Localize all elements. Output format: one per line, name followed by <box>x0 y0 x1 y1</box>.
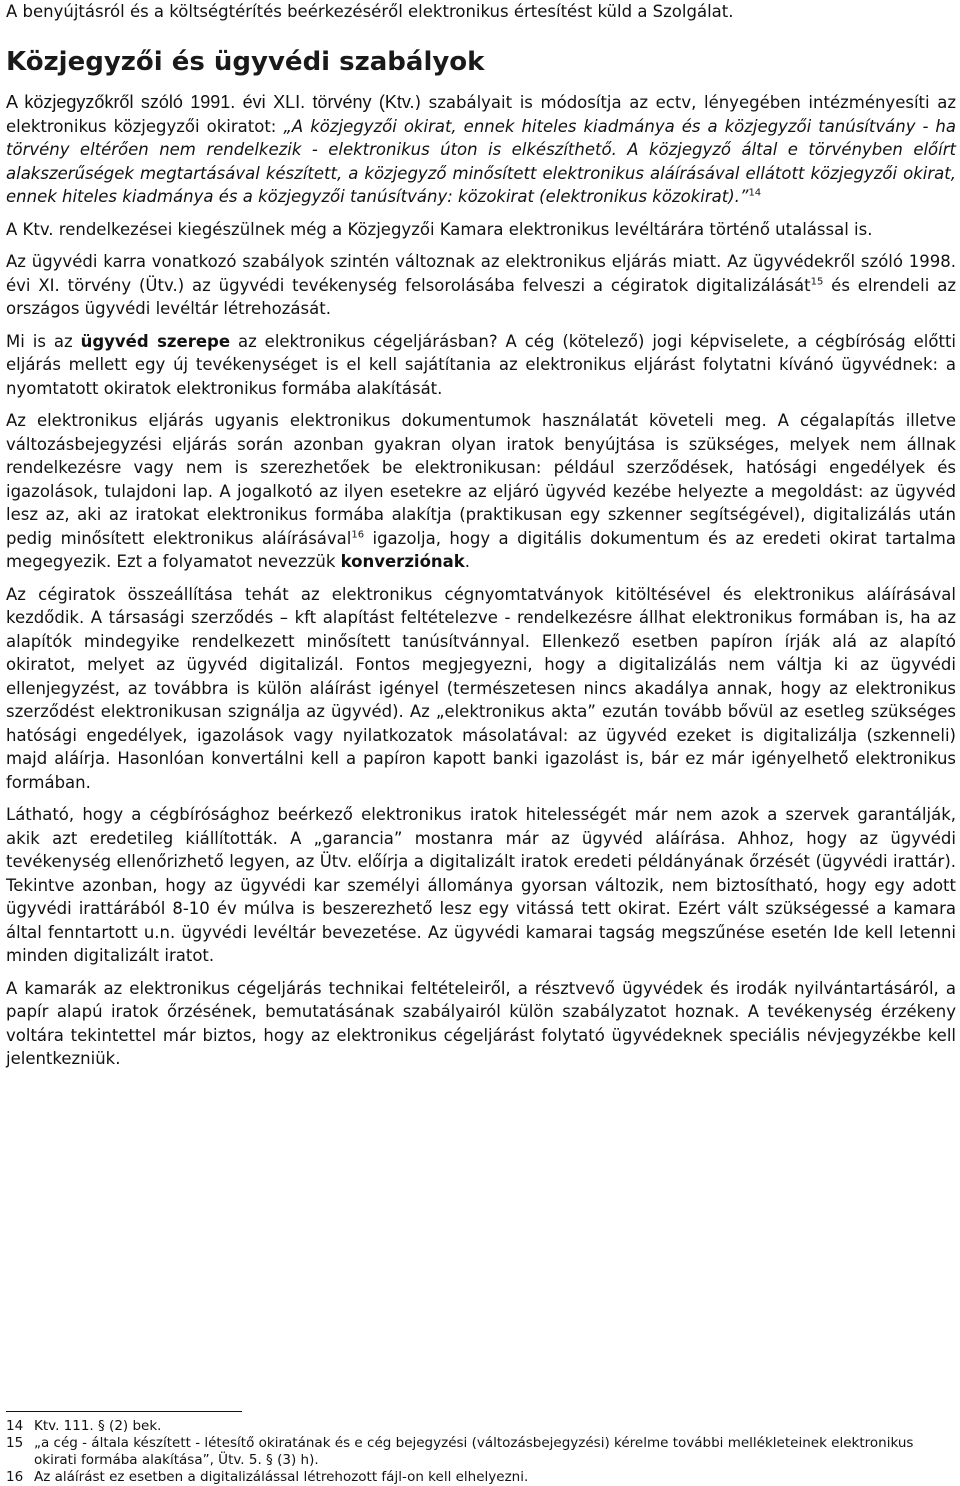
paragraph-ugyved-text-a: Mi is az <box>6 331 81 351</box>
paragraph-konverzio <box>6 409 956 574</box>
paragraph-konverzio-text-b: igazolja, hogy a digitális dokumentum és az eredeti okirat tartalma megegyezik. Ezt a folyamatot nevezzük <box>6 528 956 571</box>
paragraph-utv-text-b: és elrendeli az országos ügyvédi levéltár létrehozását. <box>6 275 956 318</box>
footnote-text: Az aláírást ez esetben a digitalizálással létrehozott fájl-on kell elhelyezni. <box>34 1469 529 1485</box>
footnote-divider <box>6 1411 242 1412</box>
document-body <box>6 91 956 1071</box>
paragraph-ktv-text: ) szabályait is módosítja az ectv, lényegében intézményesíti az elektronikus közjegyzői okiratot: <box>6 93 956 136</box>
footnote-text: „a cég - általa készített - létesítő okiratának és e cég bejegyzési (változásbejegyzési) kérelme további mellékleteinek elektronikus okirati formába alakítása”, Ütv. 5. § (3) h). <box>34 1435 914 1468</box>
paragraph-ktv-lead: A közjegyzőkről szóló 1991. évi XLI. törvény (Ktv. <box>6 92 415 112</box>
paragraph-ugyved-bold: ügyvéd szerepe <box>80 331 231 351</box>
paragraph-konverzio-bold: konverziónak <box>340 552 465 571</box>
footnote-ref-16[interactable]: 16 <box>351 529 365 540</box>
paragraph-ugyved-szerepe <box>6 330 956 401</box>
footnotes <box>6 1411 956 1486</box>
intro-paragraph: A benyújtásról és a költségtérítés beérkezéséről elektronikus értesítést küld a Szolgálat. <box>6 2 734 21</box>
footnote-text: Ktv. 111. § (2) bek. <box>34 1418 162 1434</box>
footnote-14 <box>6 1418 956 1435</box>
footnote-number: 16 <box>6 1469 24 1485</box>
paragraph-cegiratok: Az cégiratok összeállítása tehát az elektronikus cégnyomtatványok kitöltésével és elektronikus aláírásával kezdődik. A társasági szerződés – kft alapítást feltételezve - rendelkezésre állhat elektronikus formában is, ha az alapítók mindegyike rendelkezett minősített tanúsítvánnyal. Ellenkező esetben papíron írják alá az alapító okiratot, melyet az ügyvéd digitalizál. Fontos megjegyezni, hogy a digitalizálás nem váltja ki az ügyvédi ellenjegyzést, az továbbra is külön aláírást igényel (természetesen nincs akadálya annak, hogy az elektronikus szerződést elektronikusan szignálja az ügyvéd). Az „elektronikus akta” ezután tovább bővül az esetleg szükséges hatósági engedélyek, igazolások vagy nyilatkozatok másolatával: az ügyvéd ezeket is digitalizálja (szkenneli) majd aláírja. Hasonlóan konvertálni kell a papíron kapott banki igazolást is, bár ez már igényelhető elektronikus formában. <box>6 584 956 792</box>
paragraph-ktv-quote: „A közjegyzői okirat, ennek hiteles kiadmánya és a közjegyzői tanúsítvány - ha törvény eltérően nem rendelkezik - elektronikus úton is elkészíthető. A közjegyző által e törvényben előírt alakszerűségek megtartásával készített, a közjegyző minősített elektronikus aláírásával ellátott közjegyzői okirat, ennek hiteles kiadmánya és a közjegyzői tanúsítvány: közokirat (elektronikus közokirat).” <box>6 116 956 206</box>
paragraph-konverzio-text-a: Az elektronikus eljárás ugyanis elektronikus dokumentumok használatát követeli meg. A cégalapítás illetve változásbejegyzési eljárás során azonban gyakran olyan iratok benyújtása is szükséges, melyek nem állnak rendelkezésre vagy nem is szerezhetőek be elektronikusan: például szerződések, hatósági engedélyek és igazolások, tulajdoni lap. A jogalkotó az ilyen esetekre az eljáró ügyvéd kezébe helyezte a megoldást: az ügyvéd lesz az, aki az iratokat elektronikus formába alakítja (praktikusan egy szkenner segítségével), digitalizálás után pedig minősített elektronikus aláírásával <box>6 411 956 548</box>
paragraph-ugyved-text-b: az elektronikus cégeljárásban? A cég (kötelező) jogi képviselete, a cégbíróság előtti eljárás mellett egy új tevékenységet is el kell sajátítania az elektronikus eljárást folytatni kívánó ügyvédnek: a nyomtatott okiratok elektronikus formába alakítását. <box>6 331 957 398</box>
footnote-ref-14[interactable]: 14 <box>748 187 762 199</box>
footnote-number: 14 <box>6 1418 24 1434</box>
paragraph-hitelesseg: Látható, hogy a cégbírósághoz beérkező elektronikus iratok hitelességét már nem azok a szervek garantálják, akik azt eredetileg kiállították. A „garancia” mostanra már az ügyvéd aláírása. Ahhoz, hogy az ügyvédi tevékenység ellenőrizhető legyen, az Ütv. előírja a digitalizált iratok eredeti példányának őrzését (ügyvédi irattár). Tekintve azonban, hogy az ügyvédi kar személyi állománya gyorsan változik, nem biztosítható, hogy egy adott ügyvédi irattárából 8-10 év múlva is beszerezhető lesz egy vitássá tett okirat. Ezért vált szükségessé a kamara által fenntartott u.n. ügyvédi levéltár bevezetése. Az ügyvédi kamarai tagság megszűnése esetén Ide kell letenni minden digitalizált iratot. <box>6 805 956 965</box>
paragraph-kamarak: A kamarák az elektronikus cégeljárás technikai feltételeiről, a résztvevő ügyvédek és irodák nyilvántartásáról, a papír alapú iratok őrzésének, bemutatásának szabályairól külön szabályzatot hoznak. A tevékenység érzékeny voltára tekintettel már biztos, hogy az elektronikus cégeljárást folytató ügyvédeknek speciális névjegyzékbe kell jelentkezniük. <box>6 978 956 1068</box>
paragraph-ktv-levéltár: A Ktv. rendelkezései kiegészülnek még a Közjegyzői Kamara elektronikus levéltárára történő utalással is. <box>6 219 873 239</box>
footnote-number: 15 <box>6 1435 24 1451</box>
paragraph-utv <box>6 250 956 321</box>
footnote-ref-15[interactable]: 15 <box>810 276 824 287</box>
paragraph-ktv <box>6 91 956 209</box>
section-heading: Közjegyzői és ügyvédi szabályok <box>6 47 485 77</box>
paragraph-konverzio-text-c: . <box>464 552 471 571</box>
paragraph-utv-text-a: Az ügyvédi karra vonatkozó szabályok szintén változnak az elektronikus eljárás miatt. Az ügyvédekről szóló 1998. évi XI. törvény (Ütv.) az ügyvédi tevékenység felsorolásába felveszi a cégiratok digitalizálását <box>6 252 956 295</box>
footnote-15 <box>6 1435 956 1469</box>
